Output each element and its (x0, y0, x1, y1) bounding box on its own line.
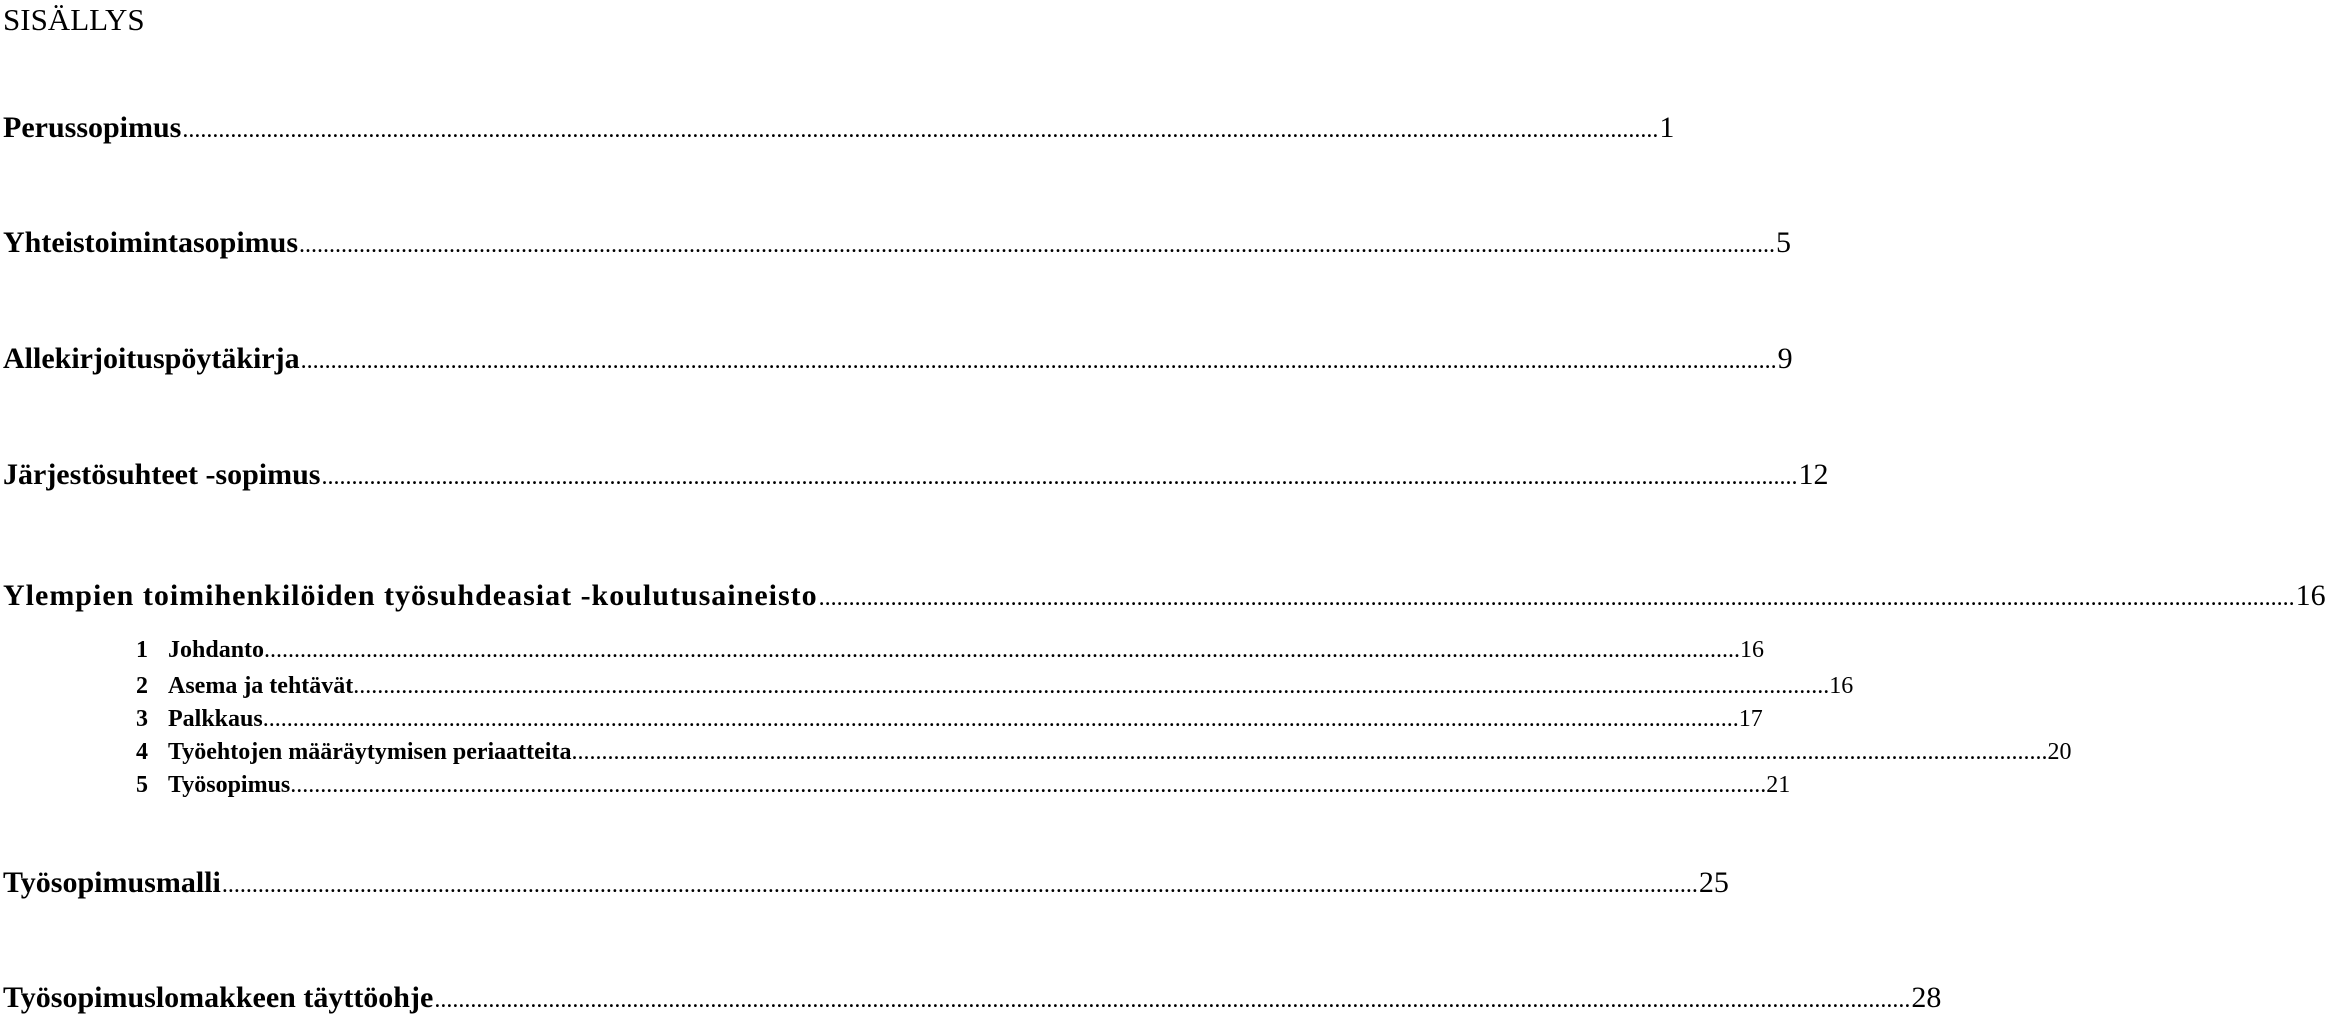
dot-leader: ...................................................................................................................................................................................................................................................... (321, 464, 1798, 490)
toc-entry-page: 28 (1911, 981, 1942, 1014)
toc-subentry-label: Palkkaus (168, 706, 263, 732)
dot-leader: ...................................................................................................................................................................................................................................................... (300, 348, 1777, 374)
dot-leader: ...................................................................................................................................................................................................................................................... (262, 706, 1739, 732)
toc-subentry-page: 21 (1766, 772, 1791, 798)
toc-entry-tyosopimusmalli[interactable] (3, 865, 1729, 903)
toc-entry-ylempien-toimihenkiloiden[interactable] (3, 578, 2326, 616)
toc-subentry-page: 20 (2047, 739, 2072, 765)
toc-entry-perussopimus[interactable] (3, 110, 1675, 148)
toc-subentry-johdanto[interactable] (136, 636, 1765, 664)
toc-entry-jarjestosuhteet[interactable] (3, 457, 1829, 495)
toc-subentry-number: 4 (136, 739, 148, 765)
toc-entry-page: 9 (1777, 342, 1793, 375)
toc-entry-page: 1 (1659, 111, 1675, 144)
dot-leader: ...................................................................................................................................................................................................................................................... (434, 987, 1911, 1013)
toc-subentry-tyosopimus[interactable] (136, 771, 1791, 799)
toc-entry-label: Perussopimus (3, 111, 182, 144)
toc-title: SISÄLLYS (3, 2, 145, 37)
toc-subentry-label: Asema ja tehtävät (168, 673, 354, 699)
toc-entry-page: 16 (2295, 579, 2326, 612)
toc-subentry-label: Työehtojen määräytymisen periaatteita (168, 739, 572, 765)
dot-leader: ...................................................................................................................................................................................................................................................... (571, 739, 2048, 765)
dot-leader: ...................................................................................................................................................................................................................................................... (299, 232, 1776, 258)
toc-subentry-label: Työsopimus (168, 772, 291, 798)
toc-entry-page: 5 (1776, 226, 1792, 259)
toc-entry-page: 25 (1698, 866, 1729, 899)
toc-subentry-page: 16 (1740, 637, 1765, 663)
dot-leader: ...................................................................................................................................................................................................................................................... (290, 772, 1767, 798)
dot-leader: ...................................................................................................................................................................................................................................................... (818, 585, 2295, 611)
toc-subentry-label: Johdanto (168, 637, 265, 663)
dot-leader: ...................................................................................................................................................................................................................................................... (264, 637, 1741, 663)
toc-entry-label: Yhteistoimintasopimus (3, 226, 299, 259)
toc-entry-page: 12 (1798, 458, 1829, 491)
dot-leader: ...................................................................................................................................................................................................................................................... (182, 117, 1659, 143)
toc-entry-label: Järjestösuhteet -sopimus (3, 458, 321, 491)
toc-entry-label: Allekirjoituspöytäkirja (3, 342, 300, 375)
toc-subentry-number: 1 (136, 637, 148, 663)
toc-entry-label: Ylempien toimihenkilöiden työsuhdeasiat -koulutusaineisto (3, 579, 818, 612)
toc-entry-yhteistoimintasopimus[interactable] (3, 225, 1792, 263)
dot-leader: ...................................................................................................................................................................................................................................................... (353, 673, 1830, 699)
toc-entry-label: Työsopimuslomakkeen täyttöohje (3, 981, 434, 1014)
toc-subentry-number: 5 (136, 772, 148, 798)
toc-subentry-tyoehtojen-maaraytymisen[interactable] (136, 738, 2072, 766)
toc-subentry-number: 2 (136, 673, 148, 699)
toc-subentry-palkkaus[interactable] (136, 705, 1763, 733)
toc-entry-allekirjoituspoytakirja[interactable] (3, 341, 1793, 379)
toc-subentry-page: 16 (1829, 673, 1854, 699)
dot-leader: ...................................................................................................................................................................................................................................................... (221, 872, 1698, 898)
toc-entry-tyosopimuslomakkeen-tayttoohje[interactable] (3, 980, 1942, 1018)
toc-entry-label: Työsopimusmalli (3, 866, 221, 899)
toc-subentry-asema-ja-tehtavat[interactable] (136, 672, 1854, 700)
toc-subentry-number: 3 (136, 706, 148, 732)
toc-subentry-page: 17 (1738, 706, 1763, 732)
